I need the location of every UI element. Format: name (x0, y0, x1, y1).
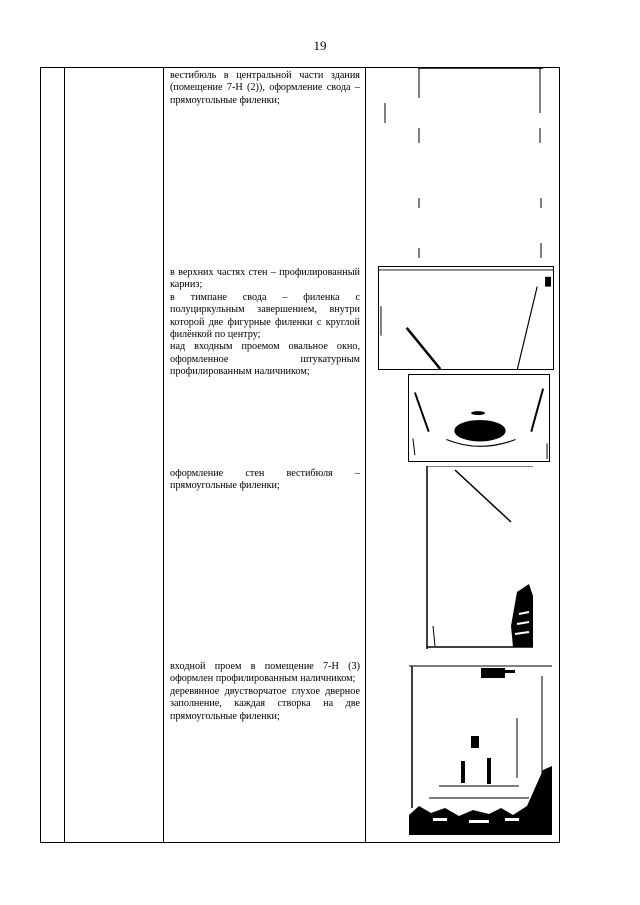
table-column-divider-3 (365, 67, 366, 843)
text-line: над входным проемом овальное окно, оформленное штукатурным профилированным наличником; (170, 341, 360, 378)
table-border-bottom (40, 842, 560, 843)
text-line: в верхних частях стен – профилированный карниз; (170, 267, 360, 291)
photo-oval-window (408, 374, 550, 462)
photo-entrance-door (409, 658, 552, 835)
description-cornice-tympanum-window (170, 267, 360, 379)
text-line: в тимпане свода – филенка с полуциркульным завершением, внутри которой две фигурные филенки с круглой филёнкой по центру; (170, 291, 360, 341)
page-number: 19 (313, 38, 327, 53)
photo-wall-panels (425, 466, 533, 649)
description-entrance-door (170, 661, 360, 723)
text-line: деревянное двустворчатое глухое дверное заполнение, каждая створка на две прямоугольные филенки; (170, 685, 360, 722)
text-line: вестибюль в центральной части здания (помещение 7-Н (2)), оформление свода – прямоугольные филенки; (170, 70, 360, 106)
table-column-divider-2 (163, 67, 164, 843)
description-vestibule-walls (170, 468, 360, 493)
photo-vault (383, 68, 553, 258)
table-border-left (40, 67, 41, 843)
description-vestibule-vault (170, 70, 360, 107)
table-border-right (559, 67, 560, 843)
text-line: входной проем в помещение 7-Н (3) оформлен профилированным наличником; (170, 661, 360, 685)
table-column-divider-1 (64, 67, 65, 843)
photo-tympanum (378, 266, 554, 370)
text-line: оформление стен вестибюля – прямоугольные филенки; (170, 468, 360, 492)
